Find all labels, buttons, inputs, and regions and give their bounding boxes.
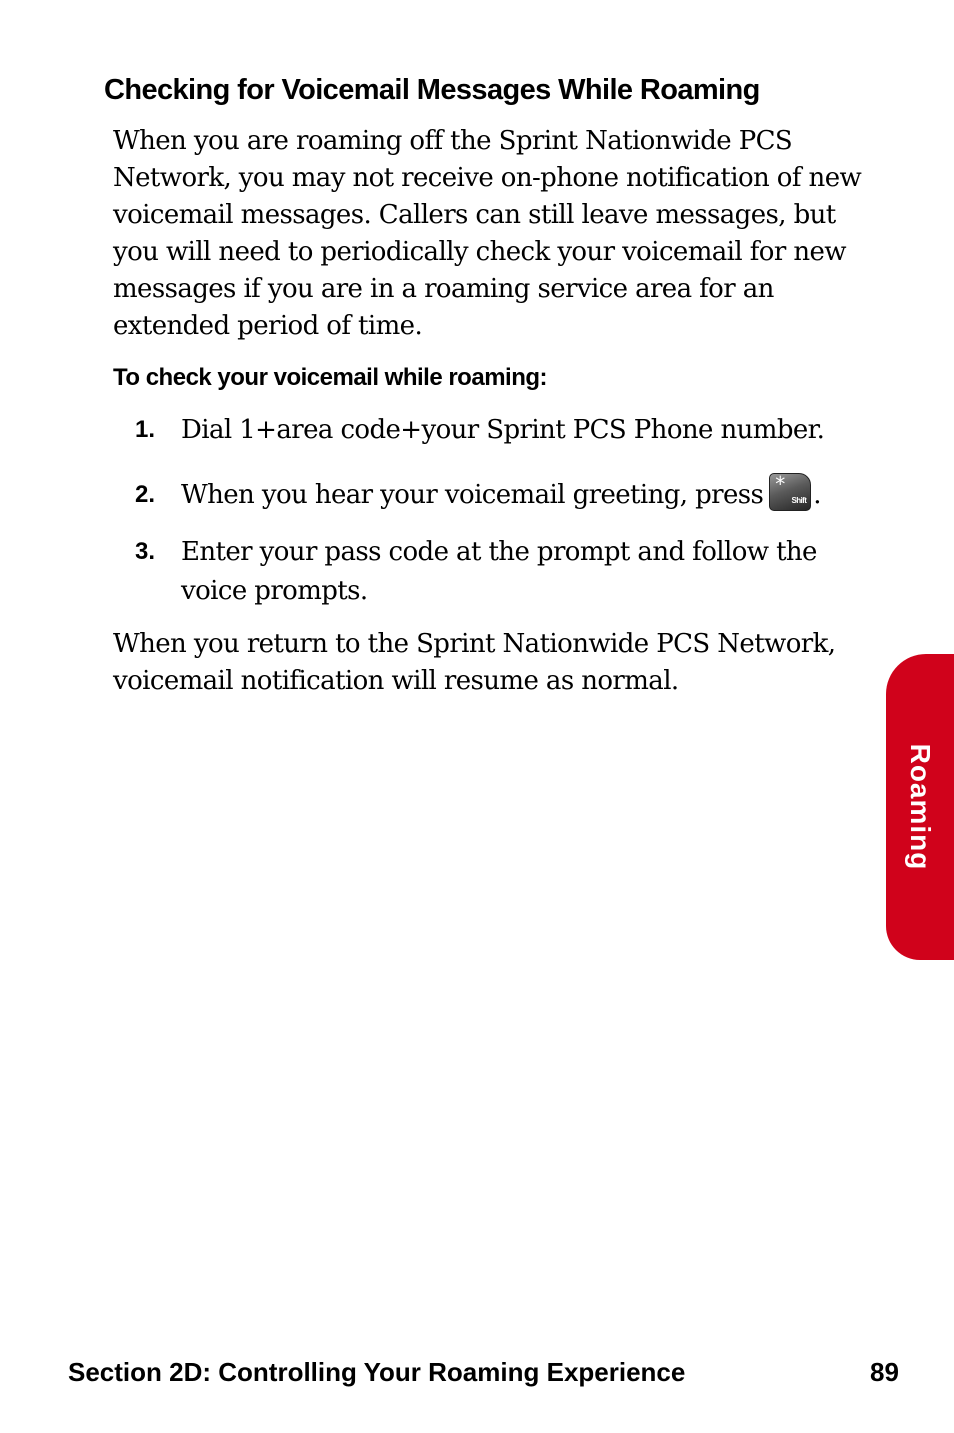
intro-paragraph: When you are roaming off the Sprint Nationwide PCS Network, you may not receive on-phone notification of new voicemail messages. Callers can still leave messages, but you will need to periodically check your voicemail for new messages if you are in a roaming service area for an extended period of time. xyxy=(113,126,862,341)
procedure-title: To check your voicemail while roaming: xyxy=(113,364,548,391)
step-number: 2. xyxy=(135,481,156,508)
step-text: Dial 1+area code+your Sprint PCS Phone number. xyxy=(181,415,825,445)
side-tab xyxy=(886,654,954,960)
outro-paragraph: When you return to the Sprint Nationwide PCS Network, voicemail notification will resume as normal. xyxy=(113,629,836,696)
step-text-before: When you hear your voicemail greeting, press xyxy=(181,480,764,510)
footer-section-title: Section 2D: Controlling Your Roaming Experience xyxy=(68,1357,686,1387)
step-number: 3. xyxy=(135,538,156,565)
step-text xyxy=(181,472,881,515)
step-number: 1. xyxy=(135,416,156,443)
side-tab-label: Roaming xyxy=(905,743,936,871)
key-star-symbol: * xyxy=(775,472,785,496)
step-text: Enter your pass code at the prompt and follow the voice prompts. xyxy=(181,537,817,606)
page-number: 89 xyxy=(870,1357,899,1387)
section-heading: Checking for Voicemail Messages While Roaming xyxy=(104,74,760,106)
key-shift-label: Shift xyxy=(791,496,807,505)
step-text-after: . xyxy=(813,480,821,510)
star-shift-key-icon xyxy=(769,473,811,511)
